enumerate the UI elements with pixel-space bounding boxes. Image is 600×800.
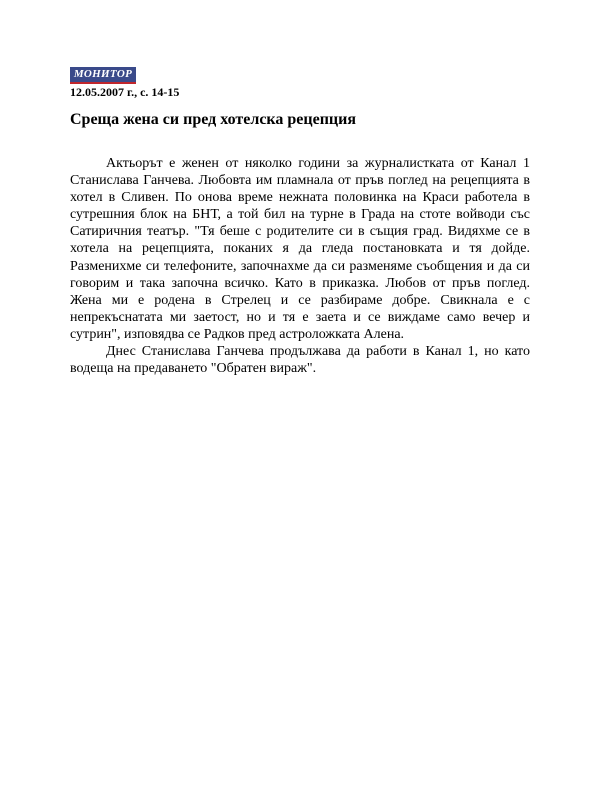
- article-paragraph-2: Днес Станислава Ганчева продължава да работи в Канал 1, но като водеща на предаването "Обратен вираж".: [70, 344, 530, 377]
- article-title: Среща жена си пред хотелска рецепция: [70, 111, 357, 128]
- article-body: [70, 155, 530, 377]
- source-date-page: 12.05.2007 г., с. 14-15: [70, 85, 180, 99]
- monitor-logo: [70, 67, 136, 84]
- logo-text: МОНИТОР: [73, 68, 133, 80]
- article-paragraph-1: Актьорът е женен от няколко години за журналистката от Канал 1 Станислава Ганчева. Любовта им пламнала от пръв поглед на рецепцията в хотел в Сливен. По онова време нежната половинка на Краси работела в сутрешния блок на БНТ, а той бил на турне в Града на стоте войводи със Сатиричния театър. "Тя беше с родителите си в същия град. Видяхме се в хотела на рецепцията, поканих я да гледа постановката и тя дойде. Разменихме си телефоните, започнахме да си разменяме съобщения и да си говорим и така започна всичко. Като в приказка. Любов от пръв поглед. Жена ми е родена в Стрелец и се разбираме добре. Свикнала е с непрекъснатата ми заетост, но и тя е заета и се виждаме само вечер и сутрин", изповядва се Радков пред астроложката Алена.: [70, 156, 530, 342]
